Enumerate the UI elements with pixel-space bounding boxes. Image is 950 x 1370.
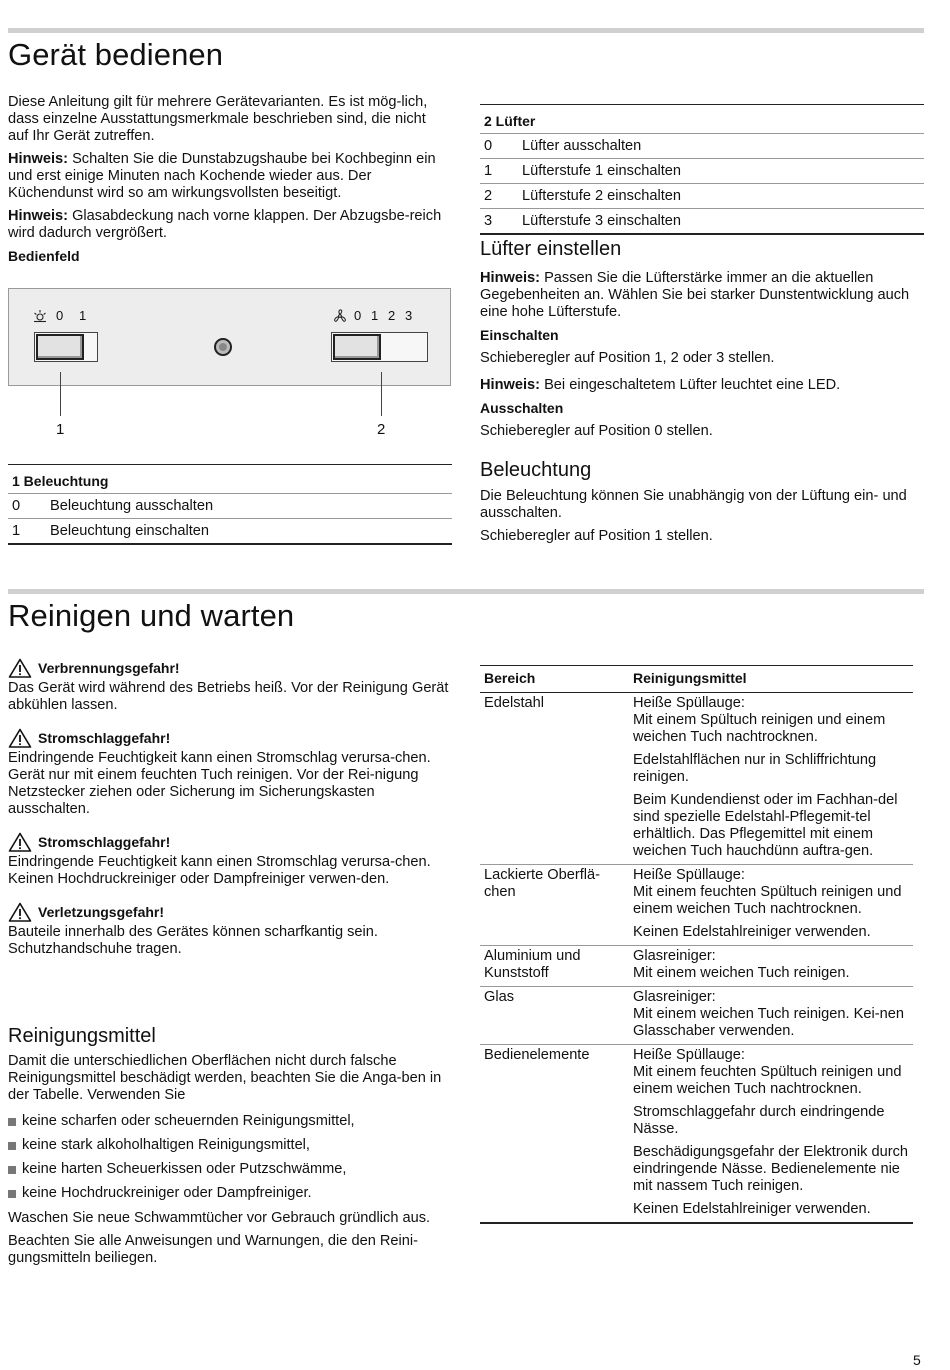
fan-icon (332, 309, 348, 323)
table-row (480, 134, 924, 159)
table-row (480, 693, 913, 865)
agent-cell (629, 946, 913, 987)
light-scale-1: 1 (79, 308, 87, 323)
fan-settings-title: Lüfter einstellen (480, 238, 622, 260)
callout-line-1 (60, 372, 61, 416)
warning-heading (8, 658, 452, 678)
fan-slider-track[interactable] (331, 332, 428, 362)
agent-paragraph: Glasreiniger: Mit einem weichen Tuch reinigen. (633, 948, 850, 981)
row-value: Lüfter ausschalten (518, 134, 924, 159)
area-cell: Edelstahl (480, 693, 629, 865)
fan-slider-knob[interactable] (333, 334, 381, 360)
row-value: Lüfterstufe 2 einschalten (518, 184, 924, 209)
warning-triangle-icon (8, 658, 32, 678)
warning-text: Eindringende Feuchtigkeit kann einen Stromschlag verursa-chen. Keinen Hochdruckreiniger oder Dampfreiniger verwen-den. (8, 854, 431, 887)
row-value: Lüfterstufe 3 einschalten (522, 213, 682, 229)
fan-scale-0: 0 (354, 308, 362, 323)
cleaning-agents-body (8, 1053, 452, 1273)
warning-heading (8, 832, 452, 852)
list-item: keine Hochdruckreiniger oder Dampfreiniger. (8, 1185, 452, 1202)
area-cell: Bedienelemente (484, 1047, 590, 1063)
agent-paragraph: Stromschlaggefahr durch eindringende Nässe. (633, 1104, 885, 1137)
section-title-cleaning: Reinigen und warten (8, 598, 295, 633)
row-key: 3 (484, 213, 493, 229)
warnings-column (8, 658, 452, 972)
section-rule-cleaning (8, 589, 924, 594)
note-2 (8, 208, 448, 242)
row-key: 0 (8, 494, 46, 519)
fan-settings-body (480, 270, 920, 446)
light-slider-knob[interactable] (36, 334, 84, 360)
warning-triangle-icon (8, 728, 32, 748)
agent-cell (629, 693, 913, 865)
note-1 (8, 151, 448, 202)
warning-title: Verletzungsgefahr! (38, 903, 165, 920)
agent-paragraph: Heiße Spüllauge: Mit einem feuchten Spültuch reinigen und einem weichen Tuch nachtrocknen. (633, 1047, 902, 1097)
control-panel-illustration (8, 288, 451, 386)
table-row (480, 865, 913, 946)
area-cell: Lackierte Oberflä-chen (480, 865, 629, 946)
light-scale-0: 0 (56, 308, 64, 323)
agents-text-2: Waschen Sie neue Schwammtücher vor Gebrauch gründlich aus. (8, 1210, 431, 1226)
warning-triangle-icon (8, 902, 32, 922)
row-key: 2 (480, 184, 518, 209)
note-text: Passen Sie die Lüfterstärke immer an die aktuellen Gegebenheiten an. Wählen Sie bei starker Dunstentwicklung auch eine hohe Lüfterstufe. (480, 270, 910, 320)
fan-scale-2: 2 (388, 308, 396, 323)
row-value: Beleuchtung ausschalten (46, 494, 452, 519)
warning-triangle-icon (8, 832, 32, 852)
panel-heading: Bedienfeld (8, 248, 80, 264)
table-row (480, 987, 913, 1045)
warning-title: Verbrennungsgefahr! (38, 659, 180, 676)
switch-off-text: Schieberegler auf Position 0 stellen. (480, 423, 713, 439)
agent-paragraph: Glasreiniger: Mit einem weichen Tuch reinigen. Kei-nen Glasschaber verwenden. (633, 989, 904, 1039)
fan-note (480, 270, 920, 321)
lighting-table-header: 1 Beleuchtung (8, 465, 452, 494)
switch-off-heading: Ausschalten (480, 400, 564, 416)
table-row (8, 519, 452, 545)
intro-text: Diese Anleitung gilt für mehrere Gerätevarianten. Es ist mög-lich, dass einzelne Ausstattungsmerkmale beschrieben sind, die nicht auf Ihr Gerät zutreffen. (8, 94, 428, 144)
fan-scale-3: 3 (405, 308, 413, 323)
led-indicator (214, 338, 232, 356)
lighting-text-2: Schieberegler auf Position 1 stellen. (480, 528, 713, 544)
switch-on-heading: Einschalten (480, 327, 559, 343)
table-row (480, 946, 913, 987)
list-item: keine harten Scheuerkissen oder Putzschwämme, (8, 1161, 452, 1178)
area-cell: Glas (480, 987, 629, 1045)
warning-block (8, 832, 452, 888)
light-slider-track[interactable] (34, 332, 98, 362)
list-item: keine scharfen oder scheuernden Reinigungsmittel, (8, 1113, 452, 1130)
fan-table (480, 104, 924, 235)
callout-label-1: 1 (56, 421, 65, 438)
page-number: 5 (913, 1352, 921, 1368)
row-value: Beleuchtung einschalten (50, 523, 210, 539)
lighting-text-1: Die Beleuchtung können Sie unabhängig von der Lüftung ein- und ausschalten. (480, 488, 907, 521)
left-column-operate (8, 94, 448, 271)
agent-paragraph: Beschädigungsgefahr der Elektronik durch eindringende Nässe. Bedienelemente nie mit nassem Tuch reinigen. (633, 1144, 909, 1194)
row-key: 1 (480, 159, 518, 184)
agent-paragraph: Edelstahlflächen nur in Schliffrichtung reinigen. (633, 752, 877, 785)
warning-heading (8, 728, 452, 748)
warning-block (8, 728, 452, 818)
lighting-table (8, 464, 452, 545)
list-item: keine stark alkoholhaltigen Reinigungsmittel, (8, 1137, 452, 1154)
agent-paragraph: Heiße Spüllauge: Mit einem feuchten Spültuch reinigen und einem weichen Tuch nachtrocknen. (633, 867, 902, 917)
cleaning-table-col-area: Bereich (480, 666, 629, 693)
warning-text: Das Gerät wird während des Betriebs heiß. Vor der Reinigung Gerät abkühlen lassen. (8, 680, 449, 713)
row-key: 0 (480, 134, 518, 159)
note-text: Schalten Sie die Dunstabzugshaube bei Kochbeginn ein und erst einige Minuten nach Kochende wieder aus. Der Küchendunst wird so am wirkungsvollsten beseitigt. (8, 151, 436, 201)
switch-on-text: Schieberegler auf Position 1, 2 oder 3 stellen. (480, 350, 775, 366)
light-icon (33, 309, 47, 323)
agent-paragraph: Keinen Edelstahlreiniger verwenden. (633, 1201, 871, 1217)
callout-label-2: 2 (377, 421, 386, 438)
warning-text: Eindringende Feuchtigkeit kann einen Stromschlag verursa-chen. Gerät nur mit einem feuchten Tuch reinigen. Vor der Rei-nigung Netzstecker ziehen oder Sicherung im Sicherungskasten ausschalten. (8, 750, 431, 817)
area-cell: Aluminium und Kunststoff (480, 946, 629, 987)
table-row (480, 159, 924, 184)
callout-line-2 (381, 372, 382, 416)
agent-paragraph: Heiße Spüllauge: Mit einem Spültuch reinigen und einem weichen Tuch nachtrocknen. (633, 695, 886, 745)
fan-table-header: 2 Lüfter (480, 105, 924, 134)
note-label: Hinweis: (480, 270, 541, 286)
cleaning-table-col-agent: Reinigungsmittel (629, 666, 913, 693)
agents-bullet-list (8, 1113, 452, 1202)
fan-scale-1: 1 (371, 308, 379, 323)
table-row (480, 209, 924, 235)
note-label: Hinweis: (8, 151, 69, 167)
lighting-title: Beleuchtung (480, 459, 592, 481)
agent-paragraph: Keinen Edelstahlreiniger verwenden. (633, 924, 871, 940)
led-note (480, 377, 920, 394)
warning-title: Stromschlaggefahr! (38, 833, 171, 850)
warning-text: Bauteile innerhalb des Gerätes können scharfkantig sein. Schutzhandschuhe tragen. (8, 924, 378, 957)
warning-heading (8, 902, 452, 922)
warning-title: Stromschlaggefahr! (38, 729, 171, 746)
table-row (480, 1045, 913, 1224)
warning-block (8, 658, 452, 714)
cleaning-table (480, 665, 913, 1224)
note-label: Hinweis: (480, 377, 541, 393)
agent-cell (629, 987, 913, 1045)
agent-cell (629, 865, 913, 946)
note-text: Glasabdeckung nach vorne klappen. Der Abzugsbe-reich wird dadurch vergrößert. (8, 208, 442, 241)
note-text: Bei eingeschaltetem Lüfter leuchtet eine LED. (540, 377, 841, 393)
row-key: 1 (12, 523, 21, 539)
row-value: Lüfterstufe 1 einschalten (518, 159, 924, 184)
table-row (8, 494, 452, 519)
agents-text-3: Beachten Sie alle Anweisungen und Warnungen, die den Reini-gungsmitteln beiliegen. (8, 1233, 418, 1266)
agents-intro: Damit die unterschiedlichen Oberflächen nicht durch falsche Reinigungsmittel beschädigt werden, beachten Sie die Anga-ben in der Tabelle. Verwenden Sie (8, 1053, 442, 1103)
section-rule-top (8, 28, 924, 33)
note-label: Hinweis: (8, 208, 69, 224)
section-title-operate: Gerät bedienen (8, 37, 224, 72)
warning-block (8, 902, 452, 958)
cleaning-agents-title: Reinigungsmittel (8, 1025, 156, 1047)
table-row (480, 184, 924, 209)
agent-cell (629, 1045, 913, 1224)
agent-paragraph: Beim Kundendienst oder im Fachhan-del sind spezielle Edelstahl-Pflegemit-tel erhältlich. Das Pflegemittel mit einem weichen Tuch hauchdünn auftra-gen. (633, 792, 898, 859)
lighting-body (480, 488, 920, 551)
